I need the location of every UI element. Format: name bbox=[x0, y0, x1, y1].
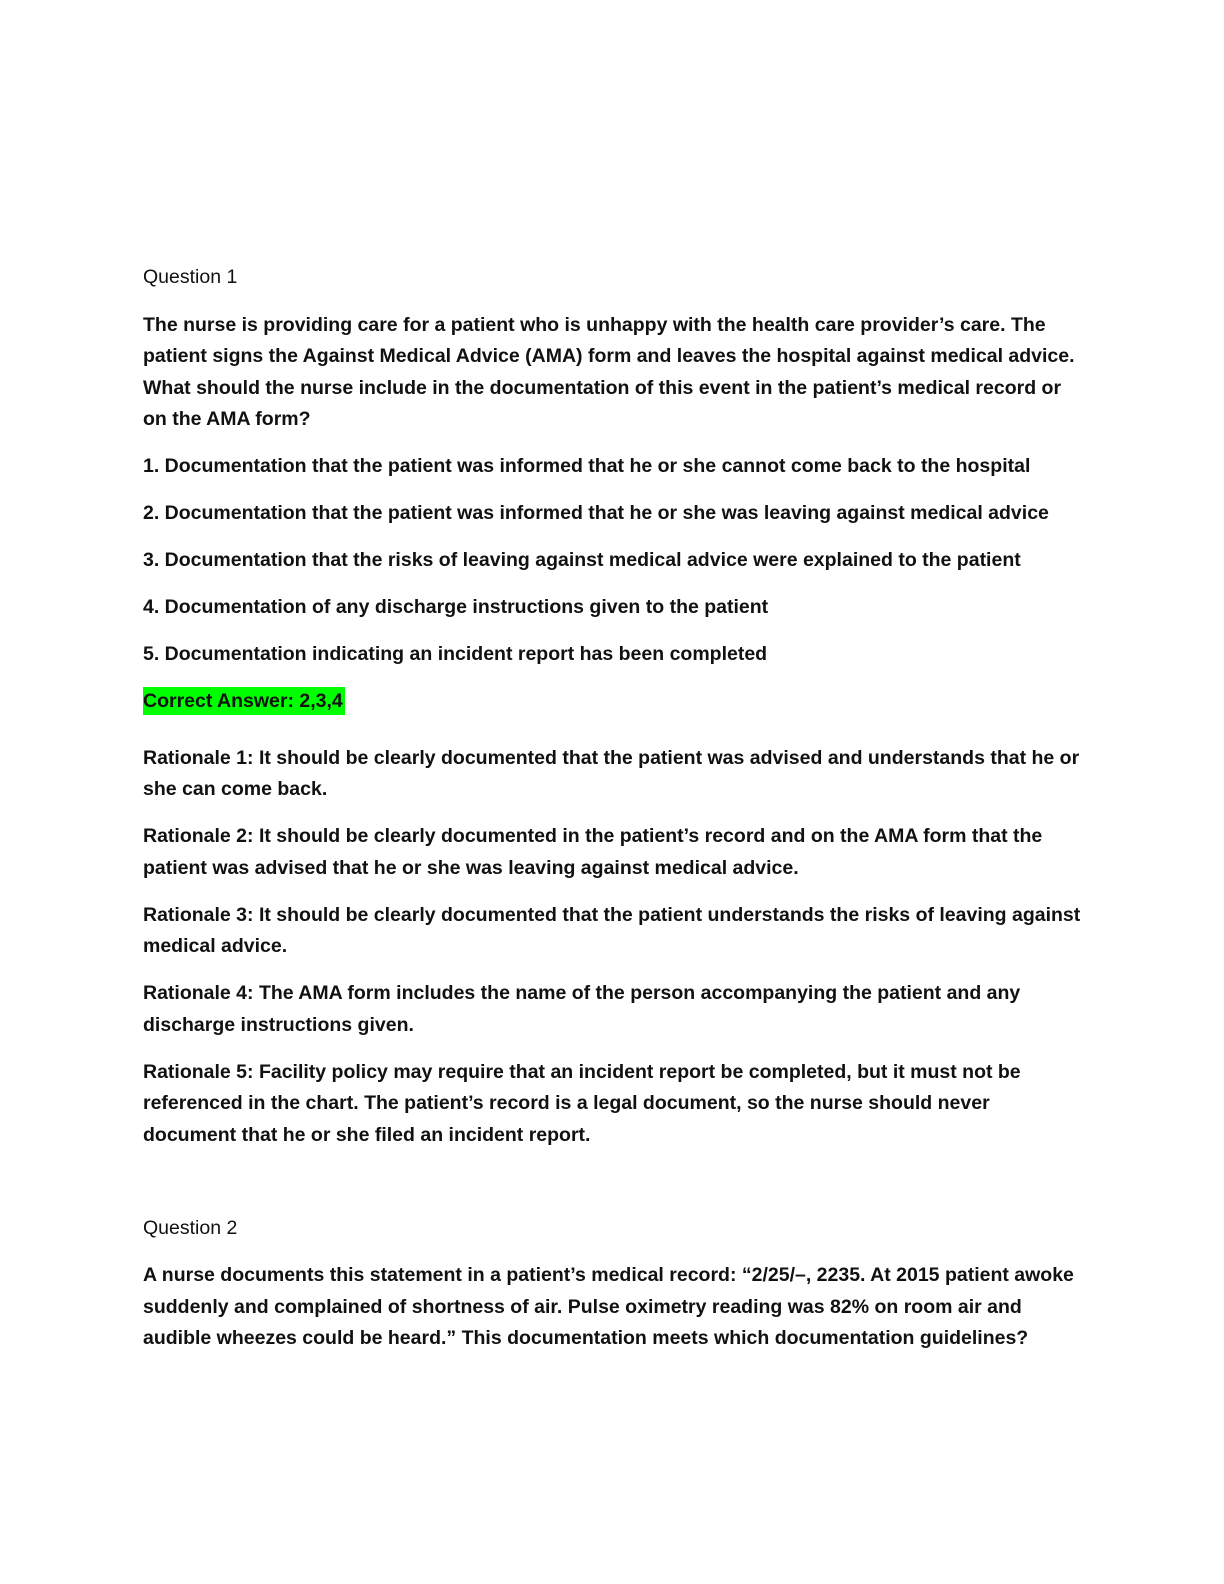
rationale-2: Rationale 2: It should be clearly documented in the patient’s record and on the AMA form that the patient was advised that he or she was leaving against medical advice. bbox=[143, 825, 1043, 879]
question-1-option-5: 5. Documentation indicating an incident report has been completed bbox=[143, 643, 768, 665]
question-1-option-2: 2. Documentation that the patient was informed that he or she was leaving against medical advice bbox=[143, 502, 1049, 524]
document-page bbox=[143, 262, 1083, 1370]
rationale-1: Rationale 1: It should be clearly documented that the patient was advised and understands that he or she can come back. bbox=[143, 746, 1080, 800]
question-1-stem: The nurse is providing care for a patient who is unhappy with the health care provider’s care. The patient signs the Against Medical Advice (AMA) form and leaves the hospital against medical advice. What should the nurse include in the documentation of this event in the patient’s medical record or on the AMA form? bbox=[143, 313, 1075, 430]
correct-answer-highlight: Correct Answer: 2,3,4 bbox=[143, 687, 345, 715]
rationale-4: Rationale 4: The AMA form includes the name of the person accompanying the patient and any discharge instructions given. bbox=[143, 982, 1021, 1036]
question-2-heading: Question 2 bbox=[143, 1216, 238, 1239]
question-1-option-4: 4. Documentation of any discharge instructions given to the patient bbox=[143, 596, 769, 618]
question-1-option-3: 3. Documentation that the risks of leaving against medical advice were explained to the patient bbox=[143, 549, 1021, 571]
question-1-heading: Question 1 bbox=[143, 266, 238, 288]
question-1-option-1: 1. Documentation that the patient was informed that he or she cannot come back to the hospital bbox=[143, 455, 1031, 477]
rationale-3: Rationale 3: It should be clearly documented that the patient understands the risks of leaving against medical advice. bbox=[143, 903, 1081, 957]
correct-answer-row bbox=[143, 686, 1083, 731]
section-spacer bbox=[143, 1167, 1083, 1213]
question-2-stem: A nurse documents this statement in a patient’s medical record: “2/25/–, 2235. At 2015 patient awoke suddenly and complained of shortness of air. Pulse oximetry reading was 82% on room air and audible wheezes could be heard.” This documentation meets which documentation guidelines? bbox=[143, 1264, 1074, 1349]
rationale-5: Rationale 5: Facility policy may require that an incident report be completed, but it must not be referenced in the chart. The patient’s record is a legal document, so the nurse should never document that he or she filed an incident report. bbox=[143, 1060, 1021, 1146]
